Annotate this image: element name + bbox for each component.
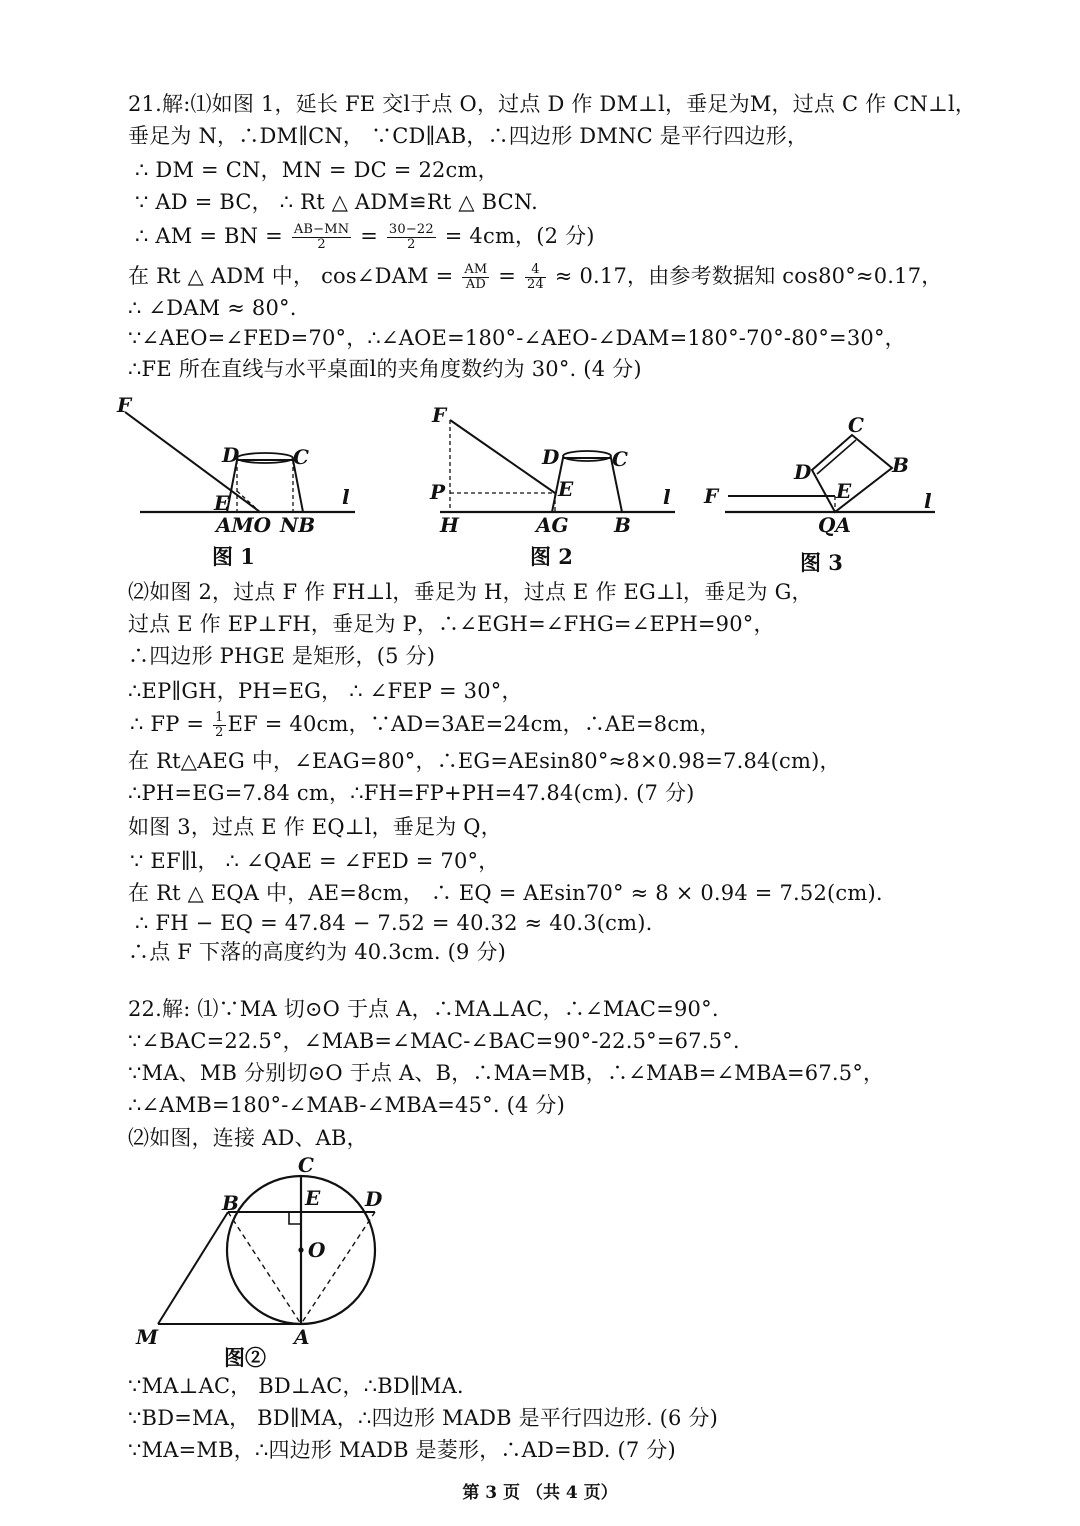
fig3-label-d: D xyxy=(794,460,812,484)
fraction-numerator: AM xyxy=(464,262,488,277)
q21-part2-line-5 xyxy=(130,710,721,740)
fig2-label-l: l xyxy=(663,485,671,509)
fraction-denominator: 2 xyxy=(317,237,326,252)
q22-line-5: ⑵如图，连接 AD、AB， xyxy=(128,1126,368,1150)
fig-circle-label-m: M xyxy=(136,1325,159,1349)
fraction-am-ad xyxy=(462,263,489,292)
q21-part2-line-4: ∴EP∥GH，PH=EG， ∴ ∠FEP = 30°， xyxy=(128,679,523,703)
q21-part2-line-5b: EF = 40cm，∵AD=3AE=24cm，∴AE=8cm， xyxy=(227,712,721,736)
fig2-label-b: B xyxy=(614,513,631,537)
fig3-label-c: C xyxy=(848,413,864,437)
figure-2 xyxy=(420,392,700,546)
q21-part2-line-6: 在 Rt△AEG 中，∠EAG=80°，∴EG=AEsin80°≈8×0.98=7.84(cm)， xyxy=(128,749,841,773)
fig-circle-label-c: C xyxy=(298,1153,314,1177)
figure-2-caption: 图 2 xyxy=(530,544,573,569)
q21-line-2: 垂足为 N，∴DM∥CN， ∵CD∥AB，∴四边形 DMNC 是平行四边形， xyxy=(128,124,809,148)
q22-line-2: ∵∠BAC=22.5°，∠MAB=∠MAC-∠BAC=90°-22.5°=67.5°. xyxy=(128,1029,740,1053)
fig3-label-qa: QA xyxy=(818,513,851,537)
q21-part2-line-7: ∴PH=EG=7.84 cm，∴FH=FP+PH=47.84(cm). (7 分) xyxy=(128,781,695,805)
fraction-numerator: AB−MN xyxy=(293,222,350,237)
q21-line-3: ∴ DM = CN，MN = DC = 22cm， xyxy=(135,158,499,182)
q21-line-5a: ∴ AM = BN = xyxy=(135,224,290,248)
fig2-label-e: E xyxy=(558,477,574,501)
fraction-numerator: 30−22 xyxy=(388,222,434,237)
q21-line-5b: = xyxy=(353,224,385,248)
fraction-ab-mn xyxy=(292,223,352,252)
q21-line-6c: ≈ 0.17，由参考数据知 cos80°≈0.17， xyxy=(547,264,943,288)
fig2-label-f: F xyxy=(432,403,447,427)
fig1-label-e: E xyxy=(214,491,230,515)
fig1-label-c: C xyxy=(293,445,309,469)
fig2-label-p: P xyxy=(430,480,446,504)
q22-line-1: 22.解: ⑴∵MA 切⊙O 于点 A，∴MA⊥AC，∴∠MAC=90°. xyxy=(128,997,719,1021)
q21-line-4: ∵ AD = BC， ∴ Rt △ ADM≌Rt △ BCN. xyxy=(135,190,538,214)
fig1-label-nb: NB xyxy=(280,513,316,537)
fig1-label-amo: AMO xyxy=(216,513,272,537)
fig-circle-label-e: E xyxy=(305,1186,321,1210)
fig1-label-d: D xyxy=(222,443,240,467)
q21-line-7: ∴ ∠DAM ≈ 80°. xyxy=(128,296,297,320)
fig3-label-l: l xyxy=(924,489,932,513)
page-footer: 第 3 页 （共 4 页） xyxy=(462,1483,618,1503)
q22-line-7: ∵BD=MA， BD∥MA，∴四边形 MADB 是平行四边形. (6 分) xyxy=(128,1406,719,1430)
q21-line-8: ∵∠AEO=∠FED=70°，∴∠AOE=180°-∠AEO-∠DAM=180°-70°-80°=30°， xyxy=(128,326,906,350)
fig-circle-label-o: O xyxy=(308,1238,326,1262)
q21-line-1: 21.解:⑴如图 1，延长 FE 交l于点 O，过点 D 作 DM⊥l，垂足为M，过点 C 作 CN⊥l， xyxy=(128,92,977,116)
fig3-label-f: F xyxy=(704,484,719,508)
q21-line-6 xyxy=(128,262,942,292)
q21-part2-line-3: ∴四边形 PHGE 是矩形，(5 分) xyxy=(128,644,436,668)
figure-1-caption: 图 1 xyxy=(212,544,255,569)
figure-3 xyxy=(700,400,940,554)
q21-part2-line-12: ∴点 F 下落的高度约为 40.3cm. (9 分) xyxy=(128,940,507,964)
q22-line-4: ∴∠AMB=180°-∠MAB-∠MBA=45°. (4 分) xyxy=(128,1093,565,1117)
fig2-label-c: C xyxy=(612,447,628,471)
fraction-one-half xyxy=(213,711,225,740)
q21-part2-line-2: 过点 E 作 EP⊥FH，垂足为 P，∴∠EGH=∠FHG=∠EPH=90°， xyxy=(128,612,775,636)
fraction-denominator: AD xyxy=(465,277,486,292)
figure-3-caption: 图 3 xyxy=(800,550,843,575)
q21-line-5c: = 4cm，(2 分) xyxy=(437,224,595,248)
fig-circle-label-a: A xyxy=(294,1325,310,1349)
fraction-30-22 xyxy=(387,223,436,252)
fraction-numerator: 4 xyxy=(525,263,546,278)
fig2-label-ag: AG xyxy=(536,513,569,537)
q22-line-3: ∵MA、MB 分别切⊙O 于点 A、B，∴MA=MB，∴∠MAB=∠MBA=67.5°， xyxy=(128,1061,885,1085)
fig3-label-e: E xyxy=(836,479,852,503)
fig1-label-f: F xyxy=(117,393,132,417)
fraction-4-24 xyxy=(525,263,546,292)
fig2-label-d: D xyxy=(542,445,560,469)
fraction-denominator: 2 xyxy=(215,725,224,740)
q22-line-6: ∵MA⊥AC， BD⊥AC，∴BD∥MA. xyxy=(128,1374,464,1398)
fig2-label-h: H xyxy=(440,513,459,537)
fraction-denominator: 24 xyxy=(526,277,544,292)
figure-circle-caption: 图② xyxy=(224,1345,266,1370)
q21-part2-line-10: 在 Rt △ EQA 中，AE=8cm， ∴ EQ = AEsin70° ≈ 8 × 0.94 = 7.52(cm). xyxy=(128,881,883,905)
q21-part2-line-1: ⑵如图 2，过点 F 作 FH⊥l，垂足为 H，过点 E 作 EG⊥l，垂足为 G， xyxy=(128,580,813,604)
q21-line-5 xyxy=(135,222,595,252)
q21-line-6b: = xyxy=(491,264,523,288)
fig-circle-label-d: D xyxy=(365,1187,383,1211)
q21-part2-line-5a: ∴ FP = xyxy=(130,712,212,736)
q21-part2-line-8: 如图 3，过点 E 作 EQ⊥l，垂足为 Q， xyxy=(128,815,502,839)
q21-line-9: ∴FE 所在直线与水平桌面l的夹角度数约为 30°. (4 分) xyxy=(128,357,642,381)
q21-line-6a: 在 Rt △ ADM 中， cos∠DAM = xyxy=(128,264,461,288)
fraction-numerator: 1 xyxy=(215,710,224,725)
q21-part2-line-9: ∵ EF∥l， ∴ ∠QAE = ∠FED = 70°， xyxy=(130,849,500,873)
figure-1 xyxy=(100,392,380,546)
fig-circle-label-b: B xyxy=(222,1191,239,1215)
figure-circle xyxy=(130,1152,410,1376)
q21-part2-line-11: ∴ FH − EQ = 47.84 − 7.52 = 40.32 ≈ 40.3(cm). xyxy=(135,911,653,935)
fraction-denominator: 2 xyxy=(407,237,416,252)
fig1-label-l: l xyxy=(342,485,350,509)
fig3-label-b: B xyxy=(892,453,909,477)
q22-line-8: ∵MA=MB，∴四边形 MADB 是菱形，∴AD=BD. (7 分) xyxy=(128,1438,676,1462)
